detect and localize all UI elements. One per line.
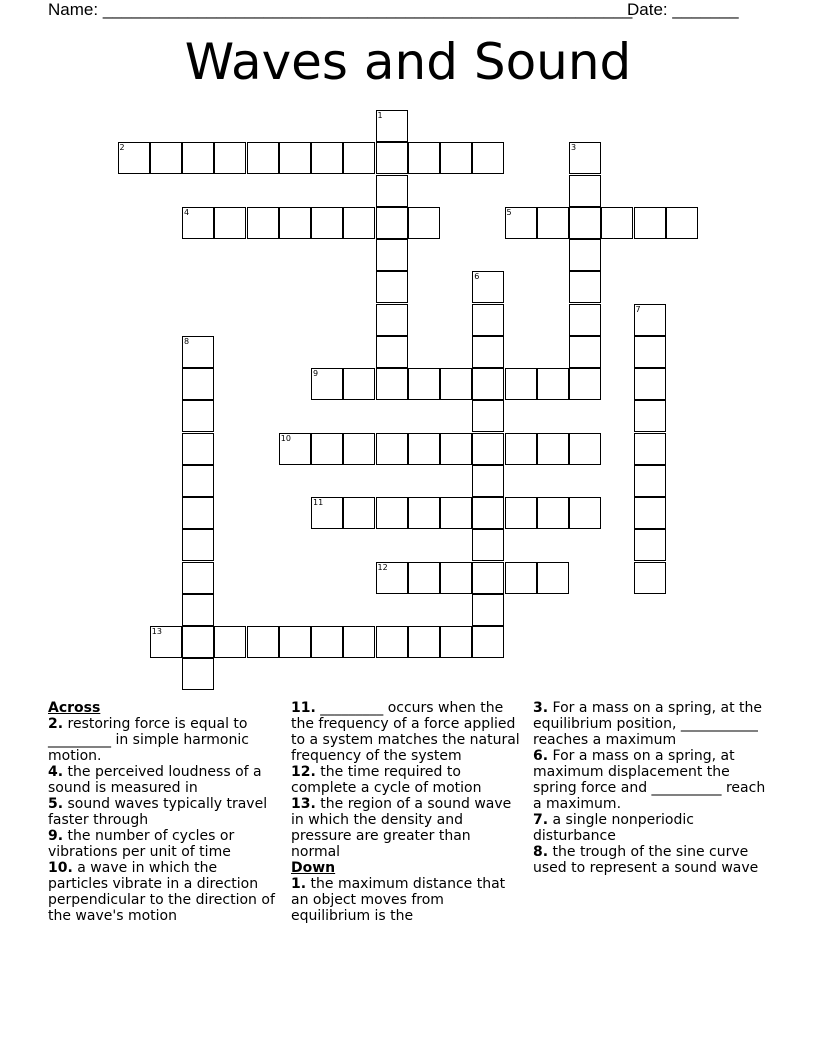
grid-cell[interactable] — [182, 336, 214, 368]
clue-number: 6 — [474, 272, 480, 282]
grid-cell[interactable] — [182, 626, 214, 658]
grid-cell[interactable] — [376, 626, 408, 658]
grid-cell[interactable] — [182, 529, 214, 561]
clue-item-number: 3. — [533, 700, 549, 716]
grid-cell[interactable] — [311, 497, 343, 529]
grid-cell[interactable] — [376, 304, 408, 336]
grid-cell[interactable] — [569, 336, 601, 368]
grid-cell[interactable] — [311, 142, 343, 174]
grid-cell[interactable] — [569, 239, 601, 271]
grid-cell[interactable] — [279, 433, 311, 465]
grid-cell[interactable] — [408, 433, 440, 465]
grid-cell[interactable] — [569, 142, 601, 174]
grid-cell[interactable] — [569, 175, 601, 207]
clue-item-text: the perceived loudness of a sound is measured in — [48, 764, 262, 796]
grid-cell[interactable] — [182, 433, 214, 465]
grid-cell[interactable] — [634, 497, 666, 529]
clue-item — [48, 716, 276, 764]
grid-cell[interactable] — [537, 562, 569, 594]
clue-number: 8 — [184, 336, 190, 346]
grid-cell[interactable] — [505, 562, 537, 594]
grid-cell[interactable] — [150, 142, 182, 174]
clue-item-text: the time required to complete a cycle of motion — [291, 764, 482, 796]
grid-cell[interactable] — [472, 336, 504, 368]
grid-cell[interactable] — [634, 368, 666, 400]
grid-cell[interactable] — [634, 465, 666, 497]
grid-cell[interactable] — [440, 368, 472, 400]
clue-item-text: _________ occurs when the the frequency of a force applied to a system matches the natural frequency of the system — [291, 700, 520, 764]
clue-item — [533, 748, 773, 812]
clue-item — [48, 764, 276, 796]
clue-item — [48, 796, 276, 828]
grid-cell[interactable] — [634, 207, 666, 239]
grid-cell[interactable] — [247, 142, 279, 174]
grid-cell[interactable] — [408, 562, 440, 594]
grid-cell[interactable] — [472, 626, 504, 658]
grid-cell[interactable] — [182, 497, 214, 529]
clue-item-text: sound waves typically travel faster through — [48, 796, 268, 828]
grid-cell[interactable] — [247, 626, 279, 658]
grid-cell[interactable] — [408, 497, 440, 529]
grid-cell[interactable] — [118, 142, 150, 174]
grid-cell[interactable] — [408, 626, 440, 658]
clue-item-number: 6. — [533, 748, 549, 764]
clue-item-text: For a mass on a spring, at maximum displacement the spring force and __________ reach a maximum. — [533, 748, 766, 812]
grid-cell[interactable] — [505, 207, 537, 239]
clue-item-number: 8. — [533, 844, 549, 860]
grid-cell[interactable] — [343, 207, 375, 239]
grid-cell[interactable] — [634, 304, 666, 336]
grid-cell[interactable] — [569, 368, 601, 400]
grid-cell[interactable] — [472, 142, 504, 174]
grid-cell[interactable] — [505, 368, 537, 400]
grid-cell[interactable] — [279, 207, 311, 239]
grid-cell[interactable] — [343, 497, 375, 529]
across-heading: Across — [48, 700, 101, 716]
grid-cell[interactable] — [666, 207, 698, 239]
grid-cell[interactable] — [472, 368, 504, 400]
grid-cell[interactable] — [472, 304, 504, 336]
clue-number: 7 — [635, 304, 641, 314]
grid-cell[interactable] — [440, 626, 472, 658]
grid-cell[interactable] — [376, 562, 408, 594]
clue-number: 1 — [377, 111, 383, 120]
grid-cell[interactable] — [440, 433, 472, 465]
grid-cell[interactable] — [182, 400, 214, 432]
grid-cell[interactable] — [376, 239, 408, 271]
grid-cell[interactable] — [376, 271, 408, 303]
clue-item-text: restoring force is equal to _________ in simple harmonic motion. — [48, 716, 249, 764]
grid-cell[interactable] — [537, 207, 569, 239]
clue-number: 9 — [313, 369, 319, 378]
grid-cell[interactable] — [343, 626, 375, 658]
grid-cell[interactable] — [634, 400, 666, 432]
page-title: Waves and Sound — [184, 33, 632, 91]
clue-item — [291, 700, 523, 764]
grid-cell[interactable] — [472, 497, 504, 529]
clue-item — [533, 700, 773, 748]
clue-item-number: 10. — [48, 860, 73, 876]
clue-item-text: the maximum distance that an object moves from equilibrium is the — [291, 876, 506, 924]
grid-cell[interactable] — [634, 562, 666, 594]
grid-cell[interactable] — [440, 562, 472, 594]
clue-item — [533, 812, 773, 844]
date-blank[interactable]: _______ — [672, 0, 739, 19]
clue-item-number: 9. — [48, 828, 64, 844]
grid-cell[interactable] — [279, 626, 311, 658]
grid-cell[interactable] — [376, 142, 408, 174]
clue-item-number: 4. — [48, 764, 64, 780]
grid-cell[interactable] — [569, 433, 601, 465]
grid-cell[interactable] — [182, 142, 214, 174]
grid-cell[interactable] — [505, 497, 537, 529]
clue-column-1 — [48, 700, 276, 924]
grid-cell[interactable] — [182, 368, 214, 400]
clue-number: 5 — [506, 207, 512, 217]
grid-cell[interactable] — [343, 368, 375, 400]
grid-cell[interactable] — [440, 497, 472, 529]
grid-cell[interactable] — [408, 142, 440, 174]
grid-cell[interactable] — [472, 400, 504, 432]
clue-number: 2 — [119, 143, 125, 153]
clue-item-number: 5. — [48, 796, 64, 812]
clue-item-text: For a mass on a spring, at the equilibrium position, ___________ reaches a maximum — [533, 700, 763, 748]
clue-item-text: a wave in which the particles vibrate in a direction perpendicular to the direction of the wave's motion — [48, 860, 275, 924]
clue-item-number: 11. — [291, 700, 316, 716]
grid-cell[interactable] — [376, 433, 408, 465]
name-label: Name: — [48, 0, 99, 19]
down-heading: Down — [291, 860, 336, 876]
grid-cell[interactable] — [472, 562, 504, 594]
grid-cell[interactable] — [343, 142, 375, 174]
grid-cell[interactable] — [376, 368, 408, 400]
name-blank[interactable]: ________________________________________________________ — [102, 0, 633, 19]
grid-cell[interactable] — [472, 433, 504, 465]
grid-cell[interactable] — [182, 207, 214, 239]
grid-cell[interactable] — [311, 433, 343, 465]
grid-cell[interactable] — [376, 207, 408, 239]
grid-cell[interactable] — [279, 142, 311, 174]
grid-cell[interactable] — [537, 433, 569, 465]
grid-cell[interactable] — [343, 433, 375, 465]
clue-column-2 — [291, 700, 523, 924]
clue-item — [533, 844, 773, 876]
clue-number: 3 — [571, 143, 577, 153]
grid-cell[interactable] — [408, 368, 440, 400]
grid-cell[interactable] — [214, 142, 246, 174]
grid-cell[interactable] — [634, 433, 666, 465]
clue-number: 13 — [151, 627, 162, 636]
clue-number: 11 — [313, 498, 324, 507]
clue-item-number: 12. — [291, 764, 316, 780]
grid-cell[interactable] — [311, 368, 343, 400]
grid-cell[interactable] — [182, 562, 214, 594]
grid-cell[interactable] — [214, 626, 246, 658]
clue-item — [48, 828, 276, 860]
grid-cell[interactable] — [440, 142, 472, 174]
grid-cell[interactable] — [408, 207, 440, 239]
grid-cell[interactable] — [311, 207, 343, 239]
grid-cell[interactable] — [569, 304, 601, 336]
grid-cell[interactable] — [376, 175, 408, 207]
grid-cell[interactable] — [537, 368, 569, 400]
clue-item-text: a single nonperiodic disturbance — [533, 812, 694, 844]
grid-cell[interactable] — [472, 594, 504, 626]
grid-cell[interactable] — [376, 336, 408, 368]
grid-cell[interactable] — [601, 207, 633, 239]
grid-cell[interactable] — [569, 497, 601, 529]
clue-item-number: 2. — [48, 716, 64, 732]
clue-column-3 — [533, 700, 773, 876]
clue-number: 10 — [280, 433, 291, 443]
grid-cell[interactable] — [472, 529, 504, 561]
clue-item — [291, 764, 523, 796]
clue-number: 12 — [377, 562, 388, 572]
grid-cell[interactable] — [150, 626, 182, 658]
grid-cell[interactable] — [182, 658, 214, 690]
clue-item — [291, 796, 523, 860]
grid-cell[interactable] — [376, 110, 408, 142]
clue-item-text: the trough of the sine curve used to represent a sound wave — [533, 844, 759, 876]
grid-cell[interactable] — [472, 271, 504, 303]
grid-cell[interactable] — [569, 271, 601, 303]
clue-item — [48, 860, 276, 924]
clue-number: 4 — [184, 207, 190, 217]
grid-cell[interactable] — [569, 207, 601, 239]
clue-item-number: 7. — [533, 812, 549, 828]
clue-item-number: 13. — [291, 796, 316, 812]
grid-cell[interactable] — [505, 433, 537, 465]
date-label: Date: — [627, 0, 668, 19]
grid-cell[interactable] — [182, 594, 214, 626]
grid-cell[interactable] — [311, 626, 343, 658]
clue-item-number: 1. — [291, 876, 307, 892]
grid-cell[interactable] — [537, 497, 569, 529]
clue-item — [291, 876, 523, 924]
grid-cell[interactable] — [214, 207, 246, 239]
grid-cell[interactable] — [182, 465, 214, 497]
grid-cell[interactable] — [376, 497, 408, 529]
clue-item-text: the region of a sound wave in which the density and pressure are greater than normal — [291, 796, 512, 860]
grid-cell[interactable] — [472, 465, 504, 497]
clue-item-text: the number of cycles or vibrations per unit of time — [48, 828, 235, 860]
grid-cell[interactable] — [634, 529, 666, 561]
grid-cell[interactable] — [247, 207, 279, 239]
grid-cell[interactable] — [634, 336, 666, 368]
